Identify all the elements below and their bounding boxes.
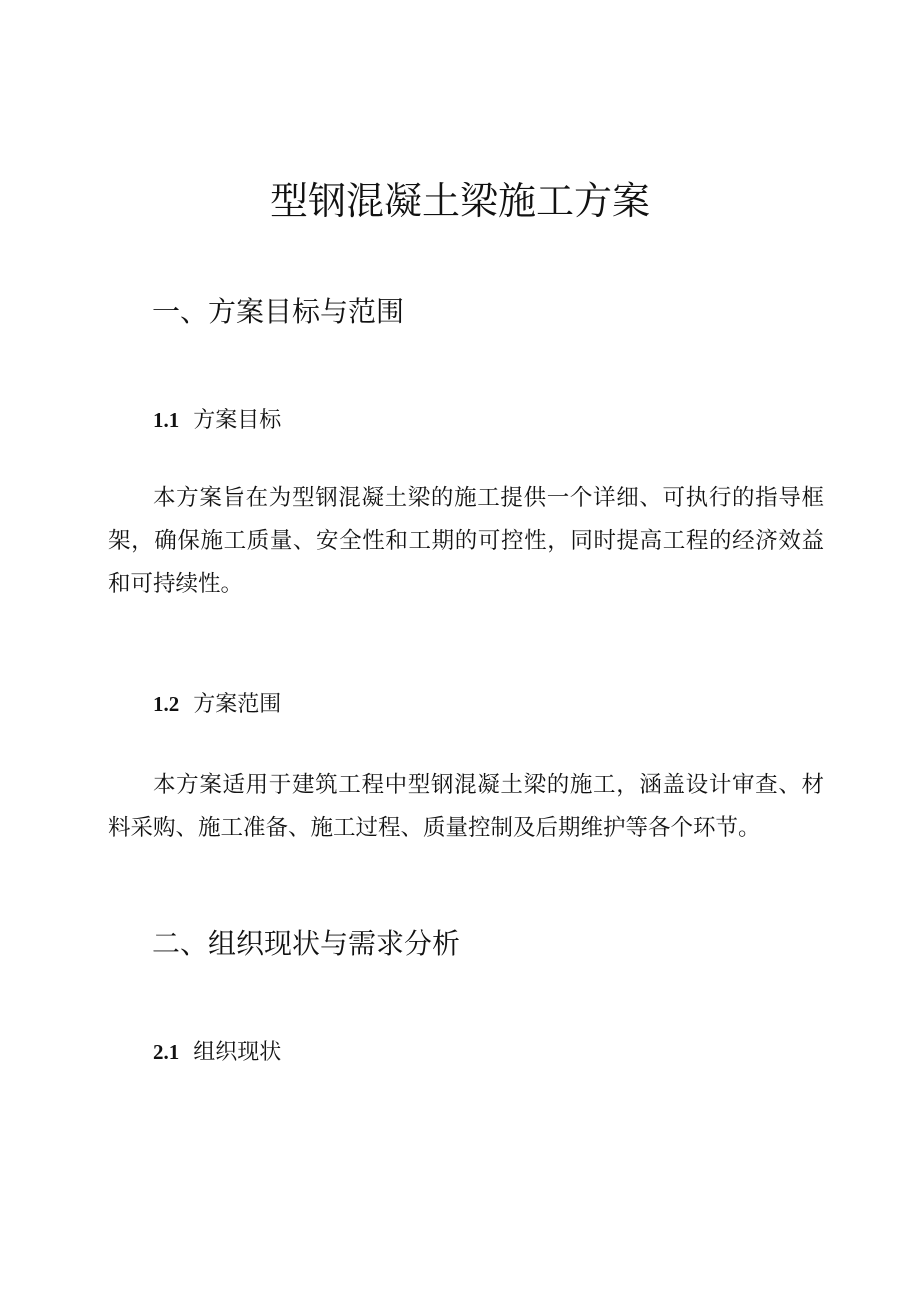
subsection-number: 1.1	[153, 408, 180, 432]
subsection-heading-2-1	[153, 1037, 281, 1068]
paragraph-1-2: 本方案适用于建筑工程中型钢混凝土梁的施工，涵盖设计审查、材料采购、施工准备、施工过程、质量控制及后期维护等各个环节。	[108, 772, 824, 841]
subsection-title: 方案范围	[193, 692, 282, 717]
subsection-heading-1-1	[153, 405, 281, 436]
section-heading-1: 一、方案目标与范围	[152, 295, 405, 328]
section-heading-2: 二、组织现状与需求分析	[152, 927, 461, 960]
subsection-title: 方案目标	[193, 408, 282, 433]
subsection-number: 1.2	[153, 692, 180, 716]
paragraph-1-1: 本方案旨在为型钢混凝土梁的施工提供一个详细、可执行的指导框架，确保施工质量、安全性和工期的可控性，同时提高工程的经济效益和可持续性。	[108, 485, 824, 597]
document-title: 型钢混凝土梁施工方案	[269, 179, 650, 223]
subsection-title: 组织现状	[193, 1040, 282, 1065]
subsection-number: 2.1	[153, 1040, 180, 1064]
subsection-heading-1-2	[153, 689, 281, 720]
